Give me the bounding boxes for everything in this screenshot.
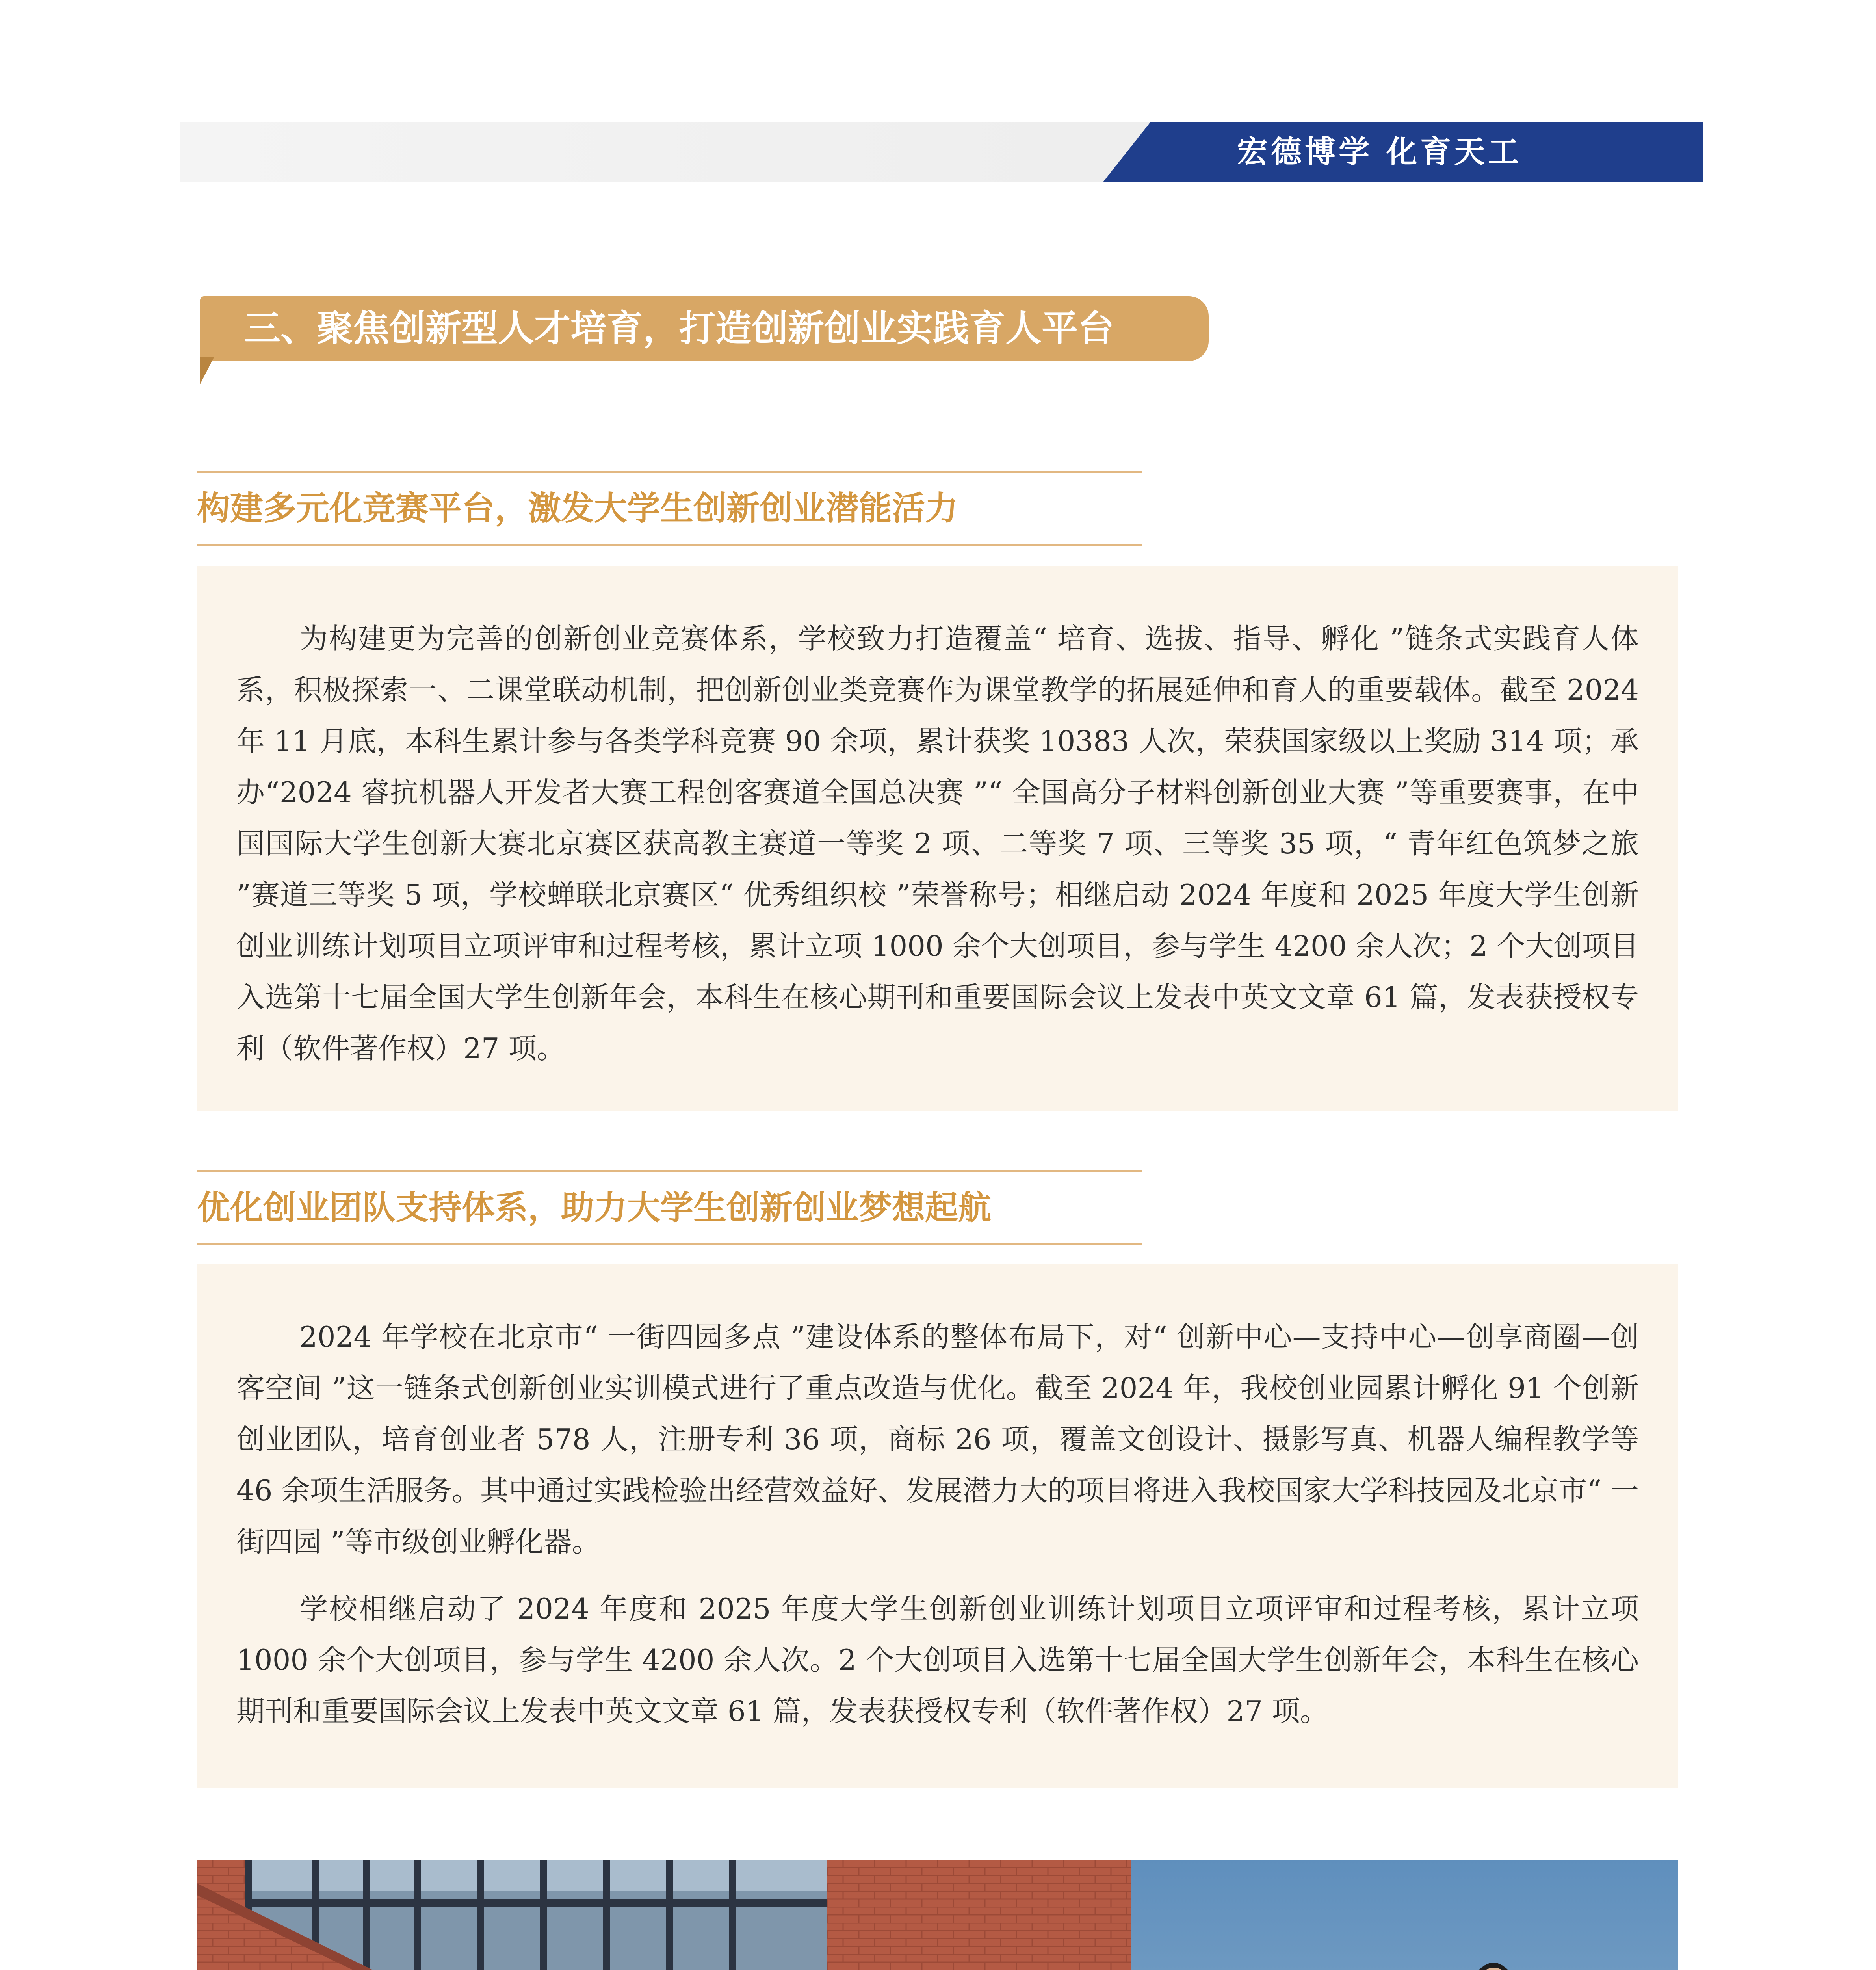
paragraph: 为构建更为完善的创新创业竞赛体系，学校致力打造覆盖“ 培育、选拔、指导、孵化 ”链条式实践育人体系，积极探索一、二课堂联动机制，把创新创业类竞赛作为课堂教学的拓展延伸和育人的重要载体。截至 2024 年 11 月底，本科生累计参与各类学科竞赛 90 余项，累计获奖 10383 人次，荣获国家级以上奖励 314 项；承办“2024 睿抗机器人开发者大赛工程创客赛道全国总决赛 ”“ 全国高分子材料创新创业大赛 ”等重要赛事，在中国国际大学生创新大赛北京赛区获高教主赛道一等奖 2 项、二等奖 7 项、三等奖 35 项，“ 青年红色筑梦之旅 ”赛道三等奖 5 项，学校蝉联北京赛区“ 优秀组织校 ”荣誉称号；相继启动 2024 年度和 2025 年度大学生创新创业训练计划项目立项评审和过程考核，累计立项 1000 余个大创项目，参与学生 4200 余人次；2 个大创项目入选第十七届全国大学生创新年会，本科生在核心期刊和重要国际会议上发表中英文文章 61 篇，发表获授权专利（软件著作权）27 项。 [236,622,1639,1065]
campus-photo [197,1860,1678,1970]
paragraph: 学校相继启动了 2024 年度和 2025 年度大学生创新创业训练计划项目立项评审和过程考核，累计立项 1000 余个大创项目，参与学生 4200 余人次。2 个大创项目入选第十七届全国大学生创新年会，本科生在核心期刊和重要国际会议上发表中英文文章 61 篇，发表获授权专利（软件著作权）27 项。 [236,1592,1639,1728]
paragraph: 2024 年学校在北京市“ 一街四园多点 ”建设体系的整体布局下，对“ 创新中心—支持中心—创享商圈—创客空间 ”这一链条式创新创业实训模式进行了重点改造与优化。截至 2024 年，我校创业园累计孵化 91 个创新创业团队，培育创业者 578 人，注册专利 36 项，商标 26 项，覆盖文创设计、摄影写真、机器人编程教学等 46 余项生活服务。其中通过实践检验出经营效益好、发展潜力大的项目将进入我校国家大学科技园及北京市“ 一街四园 ”等市级创业孵化器。 [236,1320,1639,1558]
subsection-heading-text: 构建多元化竞赛平台，激发大学生创新创业潜能活力 [197,489,958,528]
heading-rule-bottom [197,1243,1142,1245]
campus-photo-illustration [197,1860,1678,1970]
header-motto: 宏德博学 化育天工 [1237,134,1522,170]
content-box-1 [197,566,1678,1111]
section-banner-tail [200,357,214,384]
heading-rule-bottom [197,544,1142,546]
subsection-heading-text: 优化创业团队支持体系，助力大学生创新创业梦想起航 [197,1188,992,1227]
content-box-2 [197,1264,1678,1788]
section-title: 三、聚焦创新型人才培育，打造创新创业实践育人平台 [244,307,1114,349]
subsection-heading-1 [197,471,1142,546]
subsection-heading-2 [197,1170,1142,1245]
